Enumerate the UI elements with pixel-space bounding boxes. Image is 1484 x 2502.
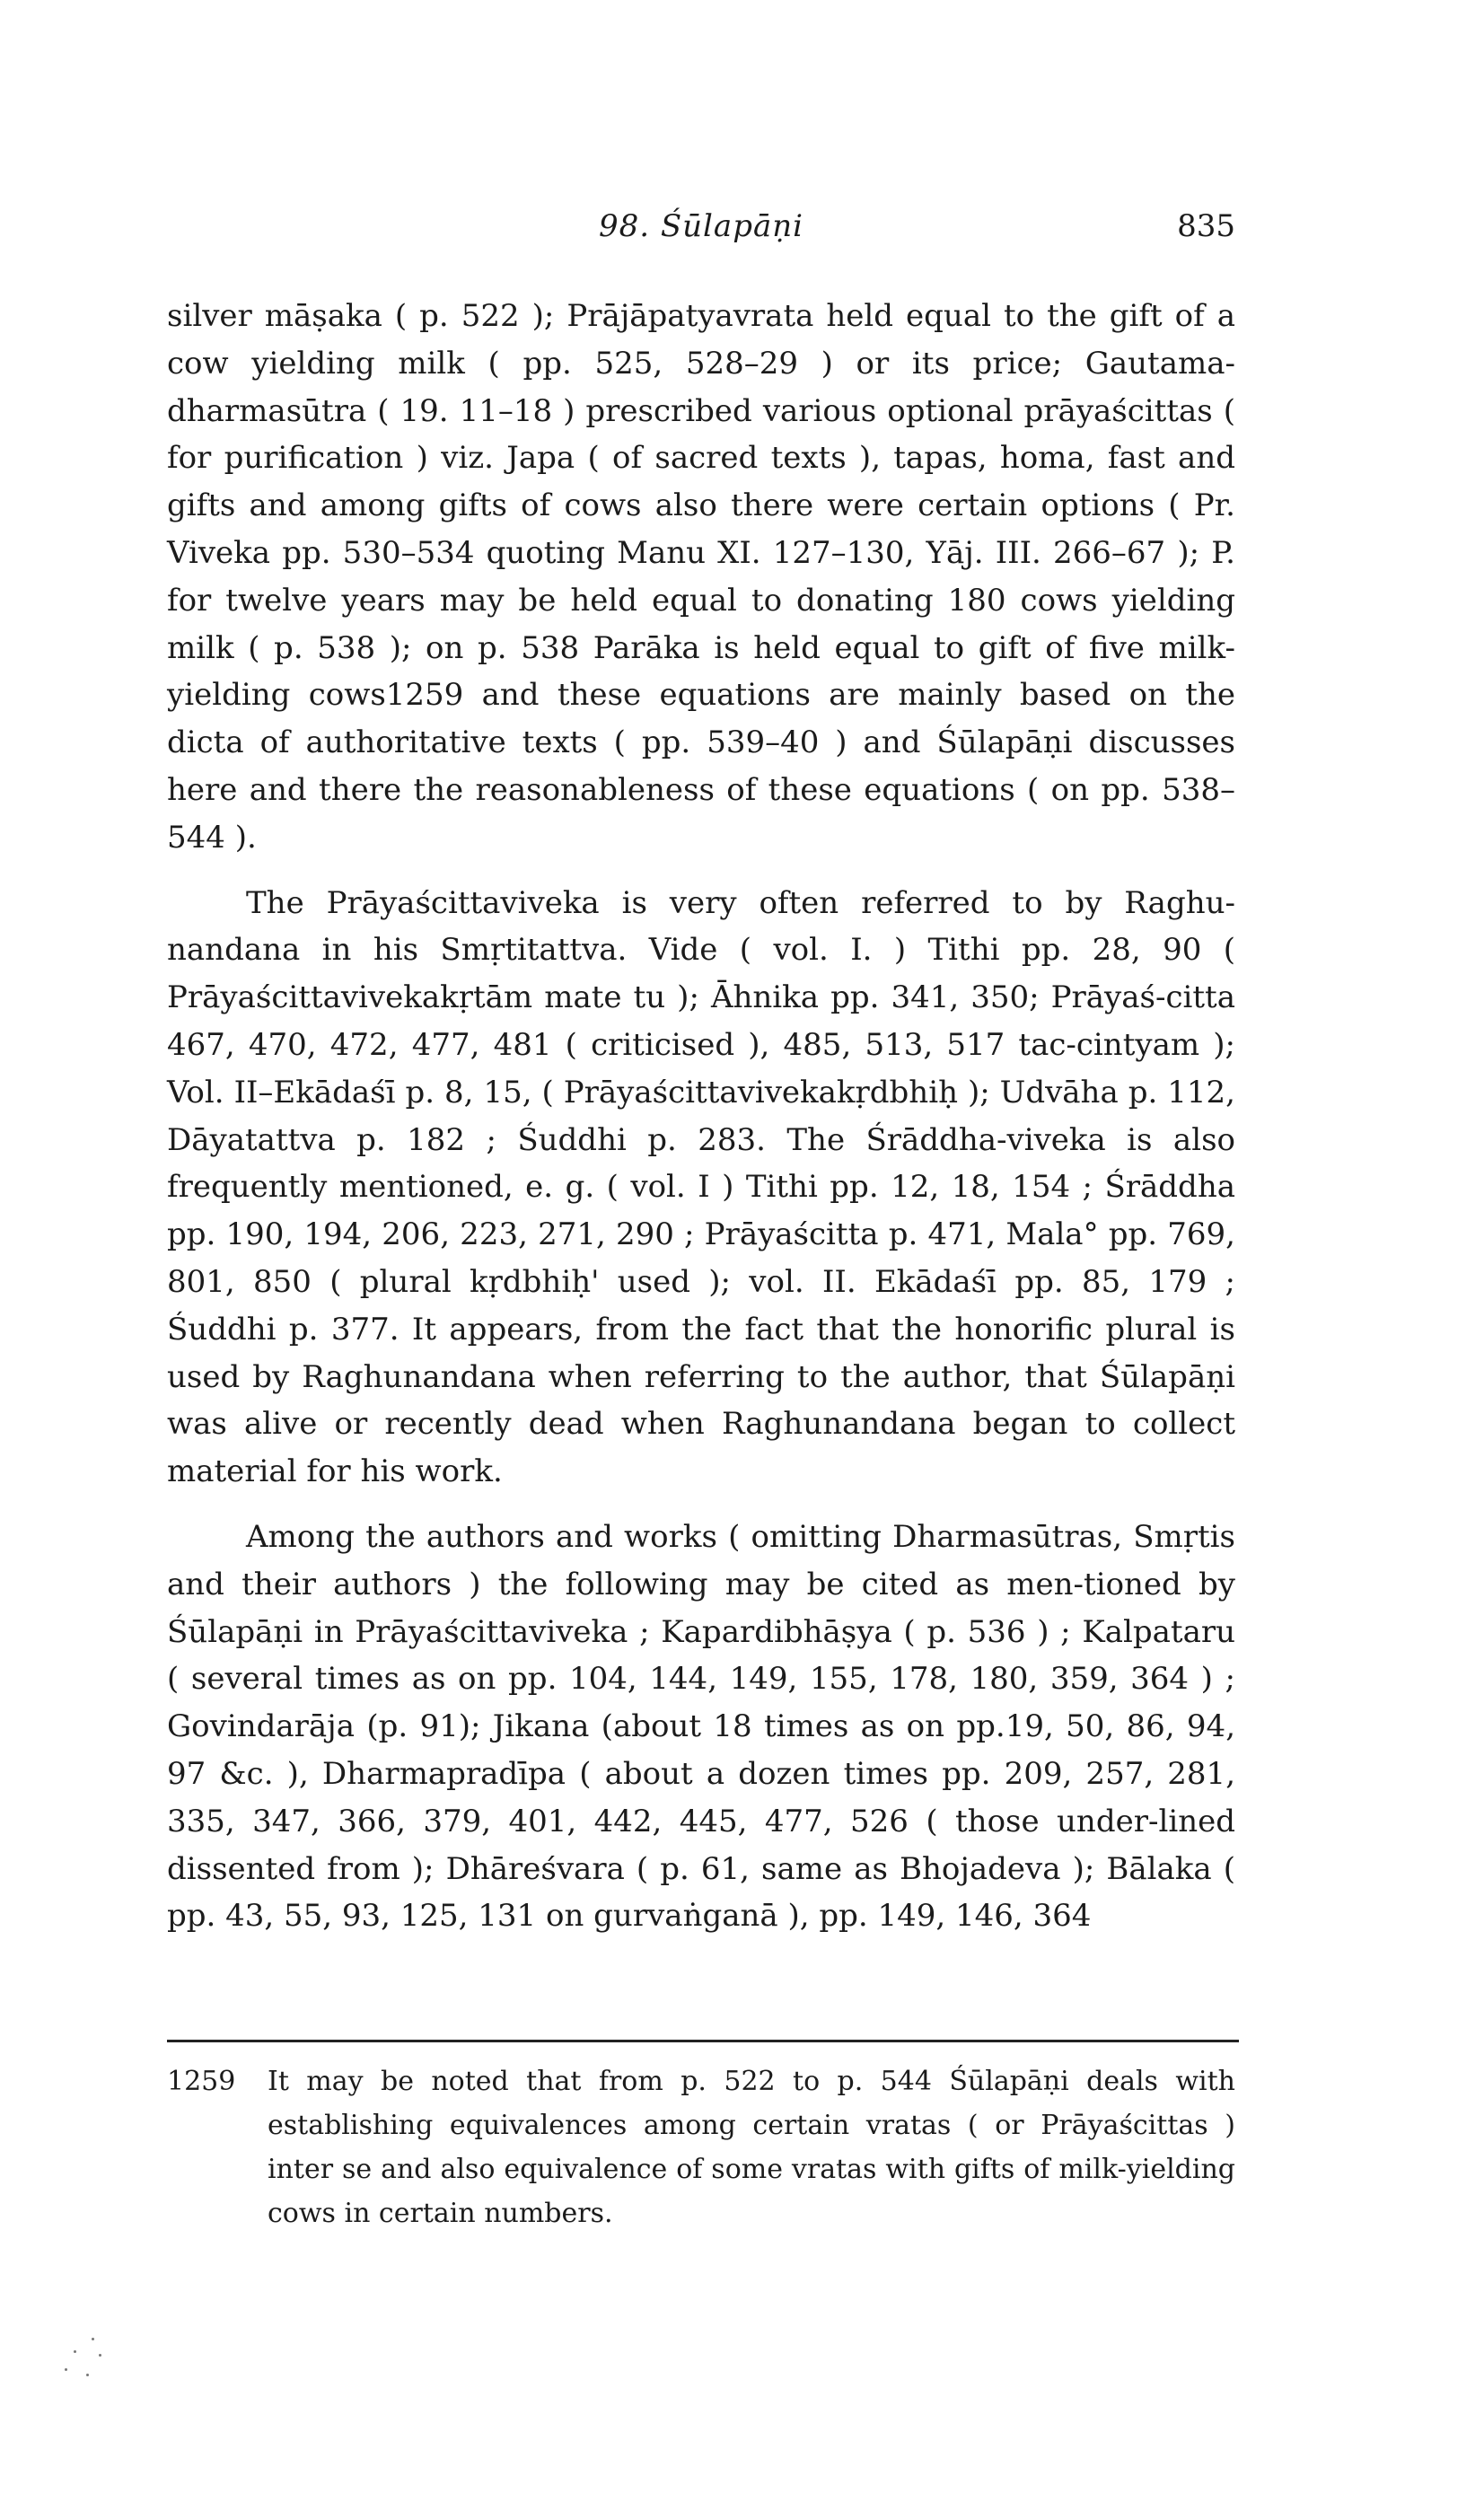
footnote [167,2059,1235,2235]
footnote-text: It may be noted that from p. 522 to p. 544 Śūlapāṇi deals with establishing equivalences among certain vratas ( or Prāyaścittas ) inter se and also equivalence of some vratas with gifts of milk-yielding cows in certain numbers. [268,2066,1235,2229]
paragraph-1: silver māṣaka ( p. 522 ); Prājāpatyavrata held equal to the gift of a cow yielding milk ( pp. 525, 528–29 ) or its price; Gautama-dharmasūtra ( 19. 11–18 ) prescribed various optional prāyaścittas ( for purification ) viz. Japa ( of sacred texts ), tapas, homa, fast and gifts and among gifts of cows also there were certain options ( Pr. Viveka pp. 530–534 quoting Manu XI. 127–130, Yāj. III. 266–67 ); P. for twelve years may be held equal to donating 180 cows yielding milk ( p. 538 ); on p. 538 Parāka is held equal to gift of five milk-yielding cows1259 and these equations are mainly based on the dicta of authoritative texts ( pp. 539–40 ) and Śūlapāṇi discusses here and there the reasonableness of these equations ( on pp. 538–544 ). [167,298,1235,856]
chapter-title: 98. Śūlapāṇi [598,208,804,244]
footnote-number: 1259 [167,2066,236,2097]
scan-specks [56,2334,119,2388]
paragraph-3: Among the authors and works ( omitting Dharmasūtras, Smṛtis and their authors ) the following may be cited as men-tioned by Śūlapāṇi in Prāyaścittaviveka ; Kapardibhāṣya ( p. 536 ) ; Kalpataru ( several times as on pp. 104, 144, 149, 155, 178, 180, 359, 364 ) ; Govindarāja (p. 91); Jikana (about 18 times as on pp.19, 50, 86, 94, 97 &c. ), Dharmapradīpa ( about a dozen times pp. 209, 257, 281, 335, 347, 366, 379, 401, 442, 445, 477, 526 ( those under-lined dissented from ); Dhāreśvara ( p. 61, same as Bhojadeva ); Bālaka ( pp. 43, 55, 93, 125, 131 on gurvaṅganā ), pp. 149, 146, 364 [167,1518,1235,1935]
page-number: 835 [1177,208,1235,244]
paragraph-2: The Prāyaścittaviveka is very often referred to by Raghu-nandana in his Smṛtitattva. Vide ( vol. I. ) Tithi pp. 28, 90 ( Prāyaścittavivekakṛtām mate tu ); Āhnika pp. 341, 350; Prāyaś-citta 467, 470, 472, 477, 481 ( criticised ), 485, 513, 517 tac-cintyam ); Vol. II–Ekādaśī p. 8, 15, ( Prāyaścittavivekakṛdbhiḥ ); Udvāha p. 112, Dāyatattva p. 182 ; Śuddhi p. 283. The Śrāddha-viveka is also frequently mentioned, e. g. ( vol. I ) Tithi pp. 12, 18, 154 ; Śrāddha pp. 190, 194, 206, 223, 271, 290 ; Prāyaścitta p. 471, Mala° pp. 769, 801, 850 ( plural kṛdbhiḥ' used ); vol. II. Ekādaśī pp. 85, 179 ; Śuddhi p. 377. It appears, from the fact that the honorific plural is used by Raghunandana when referring to the author, that Śūlapāṇi was alive or recently dead when Raghunandana began to collect material for his work. [167,884,1235,1490]
running-header [167,208,1235,253]
main-text [167,293,1235,1940]
footnote-divider [167,2040,1239,2042]
